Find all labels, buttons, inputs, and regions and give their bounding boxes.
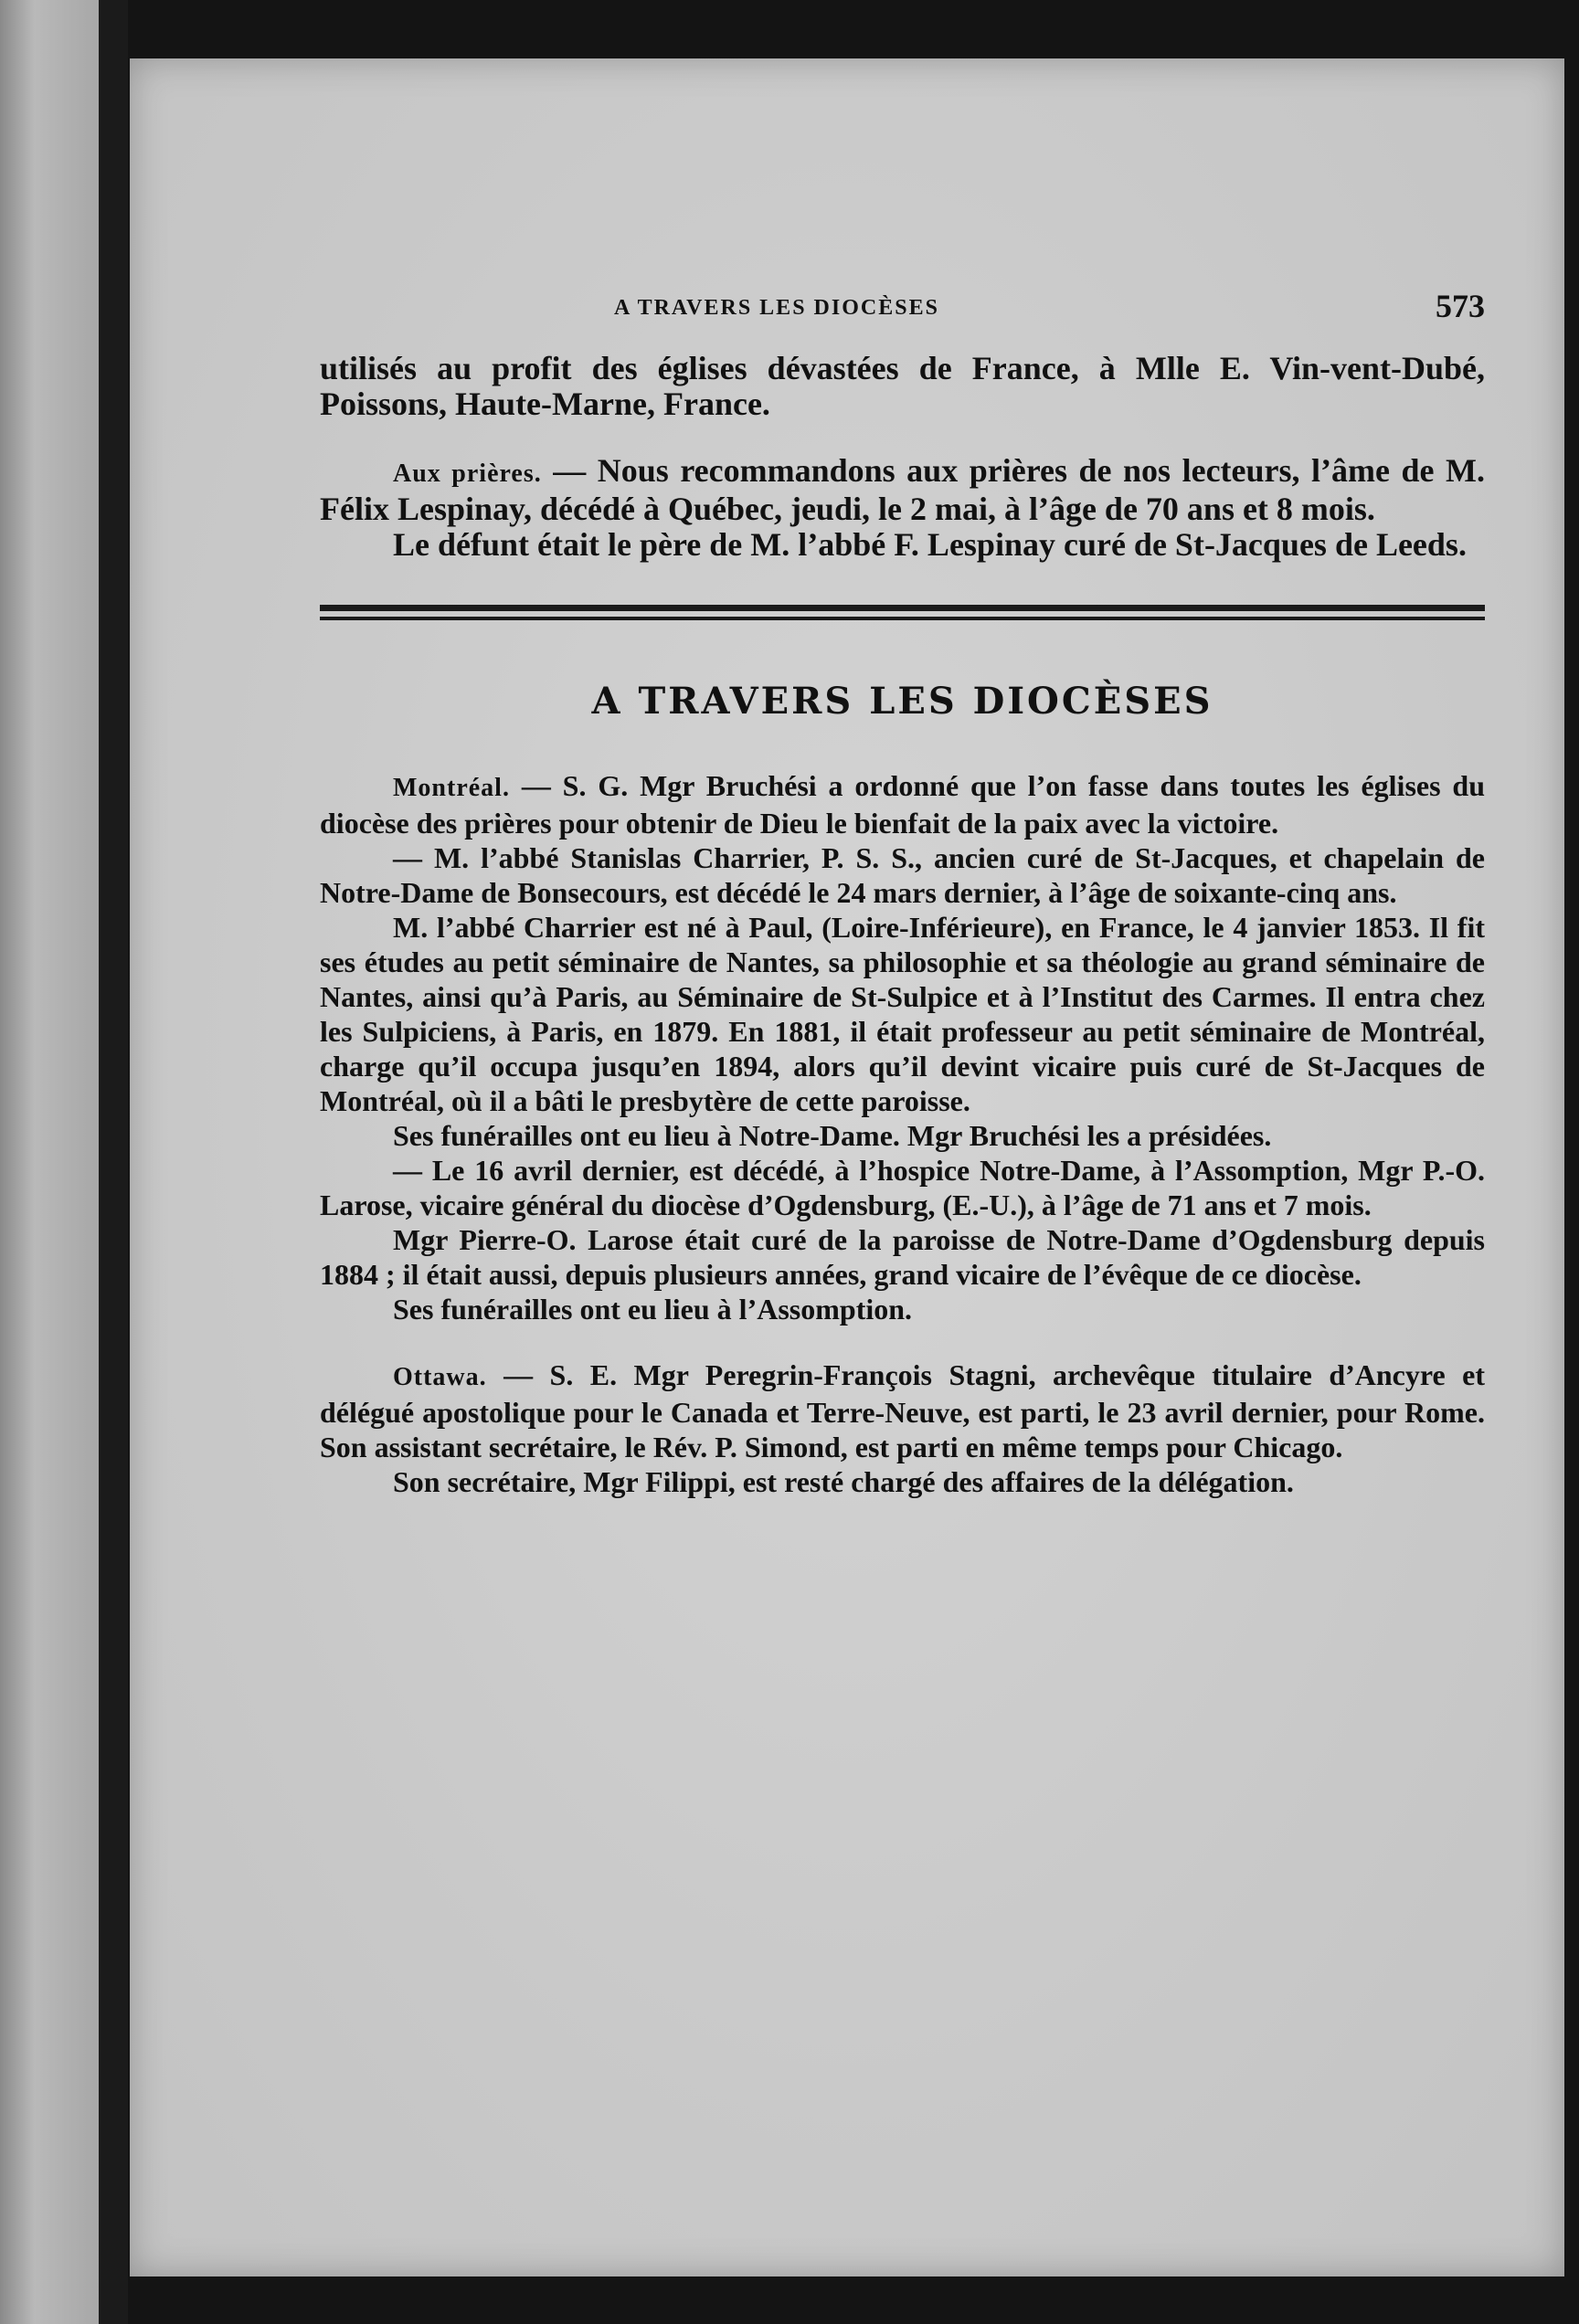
montreal-paragraph-6: Mgr Pierre-O. Larose était curé de la paroisse de Notre-Dame d’Ogdensburg depuis 1884 ; il était aussi, depuis plusieurs années, grand vicaire de l’évêque de ce diocèse.	[320, 1223, 1485, 1291]
prayers-paragraph-2: Le défunt était le père de M. l’abbé F. Lespinay curé de St-Jacques de Leeds.	[393, 526, 1467, 563]
montreal-paragraph-4: Ses funérailles ont eu lieu à Notre-Dame. Mgr Bruchési les a présidées.	[393, 1119, 1272, 1152]
montreal-paragraph-7: Ses funérailles ont eu lieu à l’Assomption.	[393, 1293, 913, 1326]
montreal-text: — S. G. Mgr Bruchési a ordonné que l’on fasse dans toutes les églises du diocèse des prières pour obtenir de Dieu le bienfait de la paix avec la victoire.	[320, 769, 1485, 840]
ottawa-text: — S. E. Mgr Peregrin-François Stagni, archevêque titulaire d’Ancyre et délégué apostolique pour le Canada et Terre-Neuve, est parti, le 23 avril dernier, pour Rome. Son assistant secrétaire, le Rév. P. Simond, est parti en même temps pour Chicago.	[320, 1358, 1485, 1463]
page-content	[320, 278, 1485, 1499]
double-rule-divider	[320, 605, 1485, 623]
left-page-margin	[0, 0, 99, 2324]
running-title: A TRAVERS LES DIOCÈSES	[614, 296, 939, 320]
montreal-lead: Montréal.	[393, 774, 510, 802]
montreal-paragraph-2: — M. l’abbé Stanislas Charrier, P. S. S., ancien curé de St-Jacques, et chapelain de Notre-Dame de Bonsecours, est décédé le 24 mars dernier, à l’âge de soixante-cinq ans.	[320, 841, 1485, 909]
ottawa-paragraph-1	[320, 1357, 1485, 1464]
montreal-paragraph-1	[320, 768, 1485, 840]
prayers-paragraph	[320, 453, 1485, 527]
montreal-paragraph-3: M. l’abbé Charrier est né à Paul, (Loire-Inférieure), en France, le 4 janvier 1853. Il fit ses études au petit séminaire de Nantes, sa philosophie et sa théologie au grand séminaire de Nantes, ainsi qu’à Paris, au Séminaire de St-Sulpice et à l’Institut des Carmes. Il entra chez les Sulpiciens, à Paris, en 1879. En 1881, il était professeur au petit séminaire de Montréal, charge qu’il occupa jusqu’en 1894, alors qu’il devint vicaire puis curé de St-Jacques de Montréal, où il a bâti le presbytère de cette paroisse.	[320, 911, 1485, 1117]
running-head	[320, 278, 1485, 351]
prayers-text: — Nous recommandons aux prières de nos lecteurs, l’âme de M. Félix Lespinay, décédé à Québec, jeudi, le 2 mai, à l’âge de 70 ans et 8 mois.	[320, 452, 1485, 527]
page-number: 573	[1436, 288, 1485, 324]
prayers-lead: Aux prières.	[393, 460, 542, 488]
montreal-paragraph-5: — Le 16 avril dernier, est décédé, à l’hospice Notre-Dame, à l’Assomption, Mgr P.-O. Larose, vicaire général du diocèse d’Ogdensburg, (E.-U.), à l’âge de 71 ans et 7 mois.	[320, 1154, 1485, 1221]
continuation-paragraph: utilisés au profit des églises dévastées de France, à Mlle E. Vin-vent-Dubé, Poissons, Haute-Marne, France.	[320, 350, 1485, 422]
ottawa-lead: Ottawa.	[393, 1363, 487, 1391]
document-page	[130, 58, 1564, 2276]
ottawa-paragraph-2: Son secrétaire, Mgr Filippi, est resté chargé des affaires de la délégation.	[393, 1465, 1294, 1498]
page-gutter	[99, 0, 128, 2324]
section-title: A TRAVERS LES DIOCÈSES	[591, 680, 1213, 723]
